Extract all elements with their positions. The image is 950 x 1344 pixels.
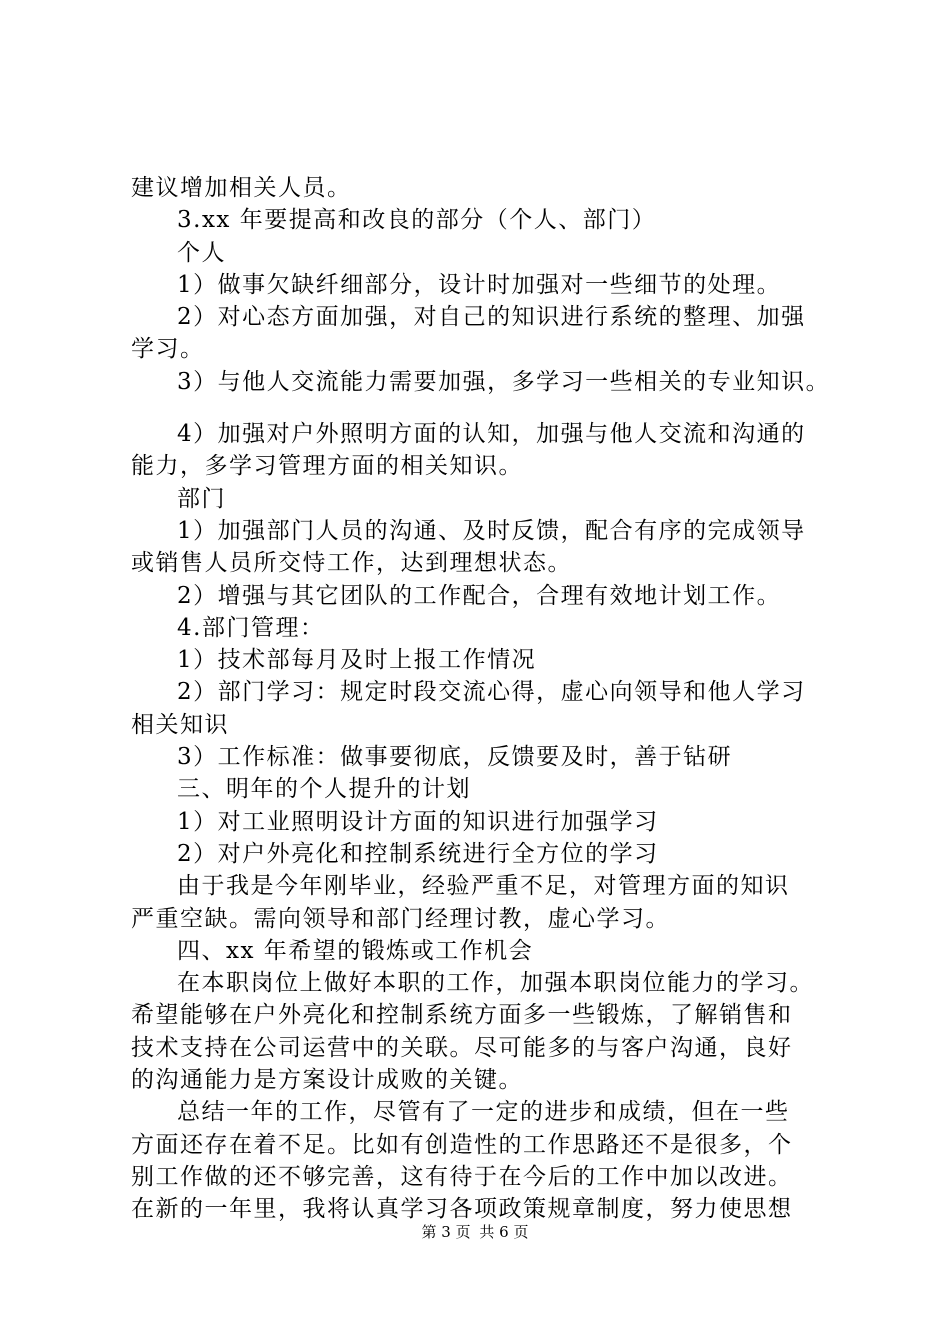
paragraph-line: 相关知识: [131, 711, 229, 738]
list-item: 1）对工业照明设计方面的知识进行加强学习: [177, 808, 659, 835]
list-item: 2）增强与其它团队的工作配合，合理有效地计划工作。: [177, 582, 782, 609]
paragraph-line: 方面还存在着不足。比如有创造性的工作思路还不是很多，个: [131, 1131, 793, 1158]
paragraph-line: 在新的一年里，我将认真学习各项政策规章制度，努力使思想: [131, 1196, 793, 1223]
page-footer: [0, 1222, 950, 1242]
list-item: 2）部门学习：规定时段交流心得，虚心向领导和他人学习: [177, 679, 806, 706]
list-item: 4）加强对户外照明方面的认知，加强与他人交流和沟通的: [177, 421, 806, 448]
paragraph-line: 在本职岗位上做好本职的工作，加强本职岗位能力的学习。: [177, 970, 814, 997]
paragraph-line: 希望能够在户外亮化和控制系统方面多一些锻炼，了解销售和: [131, 1002, 793, 1029]
paragraph-line: 由于我是今年刚毕业，经验严重不足，对管理方面的知识: [177, 873, 790, 900]
paragraph-gap: [131, 398, 831, 418]
section-heading: 四、xx 年希望的锻炼或工作机会: [177, 937, 534, 964]
paragraph-line: 的沟通能力是方案设计成败的关键。: [131, 1067, 523, 1094]
subsection-heading: 个人: [177, 239, 226, 266]
section-heading: 三、明年的个人提升的计划: [177, 776, 471, 803]
paragraph-line: 严重空缺。需向领导和部门经理讨教，虚心学习。: [131, 905, 670, 932]
document-body: [131, 172, 831, 1226]
paragraph-line: 建议增加相关人员。: [131, 175, 352, 201]
paragraph-line: 别工作做的还不够完善，这有待于在今后的工作中加以改进。: [131, 1163, 793, 1190]
subsection-heading: 部门: [177, 485, 226, 512]
paragraph-line: 技术支持在公司运营中的关联。尽可能多的与客户沟通，良好: [131, 1034, 793, 1061]
section-heading: 4.部门管理：: [177, 614, 325, 641]
list-item: 1）技术部每月及时上报工作情况: [177, 647, 537, 674]
list-item: 1）做事欠缺纤细部分，设计时加强对一些细节的处理。: [177, 271, 782, 298]
page-total: 共 6 页: [479, 1223, 529, 1241]
paragraph-line: 总结一年的工作，尽管有了一定的进步和成绩，但在一些: [177, 1099, 790, 1126]
list-item: 2）对心态方面加强，对自己的知识进行系统的整理、加强: [177, 304, 806, 331]
section-heading: 3.xx 年要提高和改良的部分（个人、部门）: [177, 207, 657, 234]
paragraph-line: 能力，多学习管理方面的相关知识。: [131, 453, 523, 480]
list-item: 1）加强部门人员的沟通、及时反馈，配合有序的完成领导: [177, 517, 806, 544]
paragraph-line: 或销售人员所交恃工作，达到理想状态。: [131, 550, 572, 577]
paragraph-line: 学习。: [131, 336, 205, 363]
list-item: 3）工作标准：做事要彻底，反馈要及时，善于钻研: [177, 744, 733, 771]
list-item: 3）与他人交流能力需要加强，多学习一些相关的专业知识。: [177, 368, 831, 395]
page-number: 第 3 页: [421, 1223, 471, 1241]
list-item: 2）对户外亮化和控制系统进行全方位的学习: [177, 840, 659, 867]
